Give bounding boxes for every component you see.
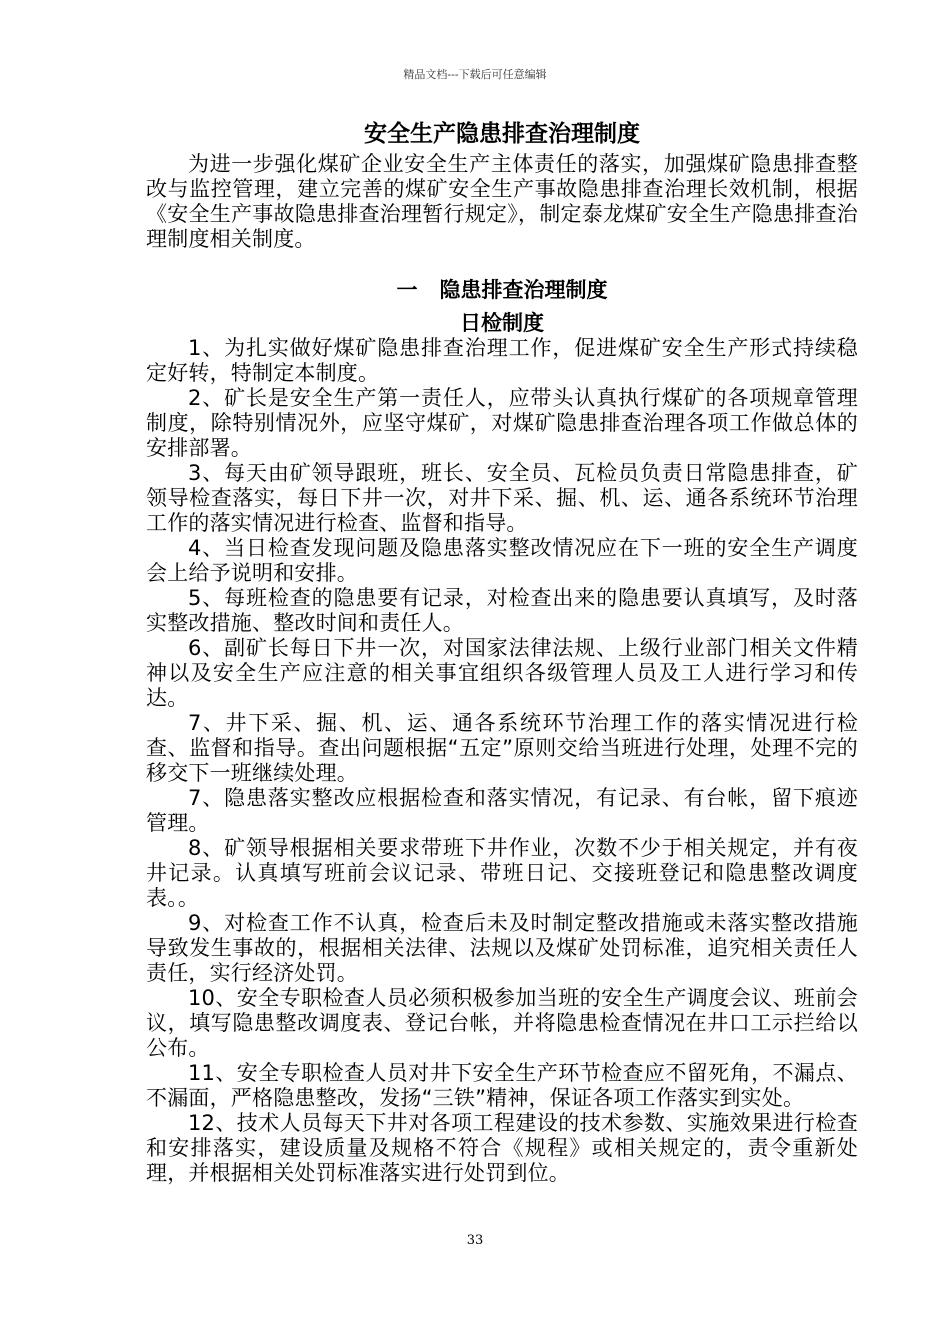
rule-list [146, 336, 858, 1186]
rule-item: 5、每班检查的隐患要有记录，对检查出来的隐患要认真填写，及时落实整改措施、整改时间和责任人。 [146, 586, 858, 635]
rule-item: 12、技术人员每天下井对各项工程建设的技术参数、实施效果进行检查和安排落实，建设质量及规格不符合《规程》或相关规定的，责令重新处理，并根据相关处罚标准落实进行处罚到位。 [146, 1111, 858, 1185]
intro-paragraph: 为进一步强化煤矿企业安全生产主体责任的落实，加强煤矿隐患排查整改与监控管理，建立完善的煤矿安全生产事故隐患排查治理长效机制，根据《安全生产事故隐患排查治理暂行规定》，制定泰龙煤矿安全生产隐患排查治理制度相关制度。 [146, 152, 858, 251]
section-title: 一 隐患排查治理制度 [396, 278, 608, 302]
rule-item: 11、安全专职检查人员对井下安全生产环节检查应不留死角，不漏点、不漏面，严格隐患整改，发扬“三铁”精神，保证各项工作落实到实处。 [146, 1061, 858, 1110]
page-number: 33 [466, 1233, 484, 1248]
document-body [146, 120, 858, 1186]
rule-item: 7、井下采、掘、机、运、通各系统环节治理工作的落实情况进行检查、监督和指导。查出问题根据“五定”原则交给当班进行处理，处理不完的移交下一班继续处理。 [146, 711, 858, 785]
page-header: 精品文档---下载后可任意编辑 [403, 68, 547, 81]
rule-item: 9、对检查工作不认真，检查后未及时制定整改措施或未落实整改措施导致发生事故的，根据相关法律、法规以及煤矿处罚标准，追究相关责任人责任，实行经济处罚。 [146, 911, 858, 985]
rule-item: 2、矿长是安全生产第一责任人，应带头认真执行煤矿的各项规章管理制度，除特别情况外，应坚守煤矿，对煤矿隐患排查治理各项工作做总体的安排部署。 [146, 386, 858, 460]
rule-item: 1、为扎实做好煤矿隐患排查治理工作，促进煤矿安全生产形式持续稳定好转，特制定本制度。 [146, 336, 858, 385]
document-title: 安全生产隐患排查治理制度 [364, 121, 640, 147]
rule-item: 4、当日检查发现问题及隐患落实整改情况应在下一班的安全生产调度会上给予说明和安排。 [146, 536, 858, 585]
rule-item: 8、矿领导根据相关要求带班下井作业，次数不少于相关规定，并有夜井记录。认真填写班前会议记录、带班日记、交接班登记和隐患整改调度表。。 [146, 836, 858, 910]
subsection-title: 日检制度 [460, 311, 544, 335]
rule-item: 3、每天由矿领导跟班，班长、安全员、瓦检员负责日常隐患排查，矿领导检查落实，每日下井一次，对井下采、掘、机、运、通各系统环节治理工作的落实情况进行检查、监督和指导。 [146, 461, 858, 535]
rule-item: 7、隐患落实整改应根据检查和落实情况，有记录、有台帐，留下痕迹管理。 [146, 786, 858, 835]
rule-item: 10、安全专职检查人员必须积极参加当班的安全生产调度会议、班前会议，填写隐患整改调度表、登记台帐，并将隐患检查情况在井口工示拦给以公布。 [146, 986, 858, 1060]
rule-item: 6、副矿长每日下井一次，对国家法律法规、上级行业部门相关文件精神以及安全生产应注意的相关事宜组织各级管理人员及工人进行学习和传达。 [146, 636, 858, 710]
